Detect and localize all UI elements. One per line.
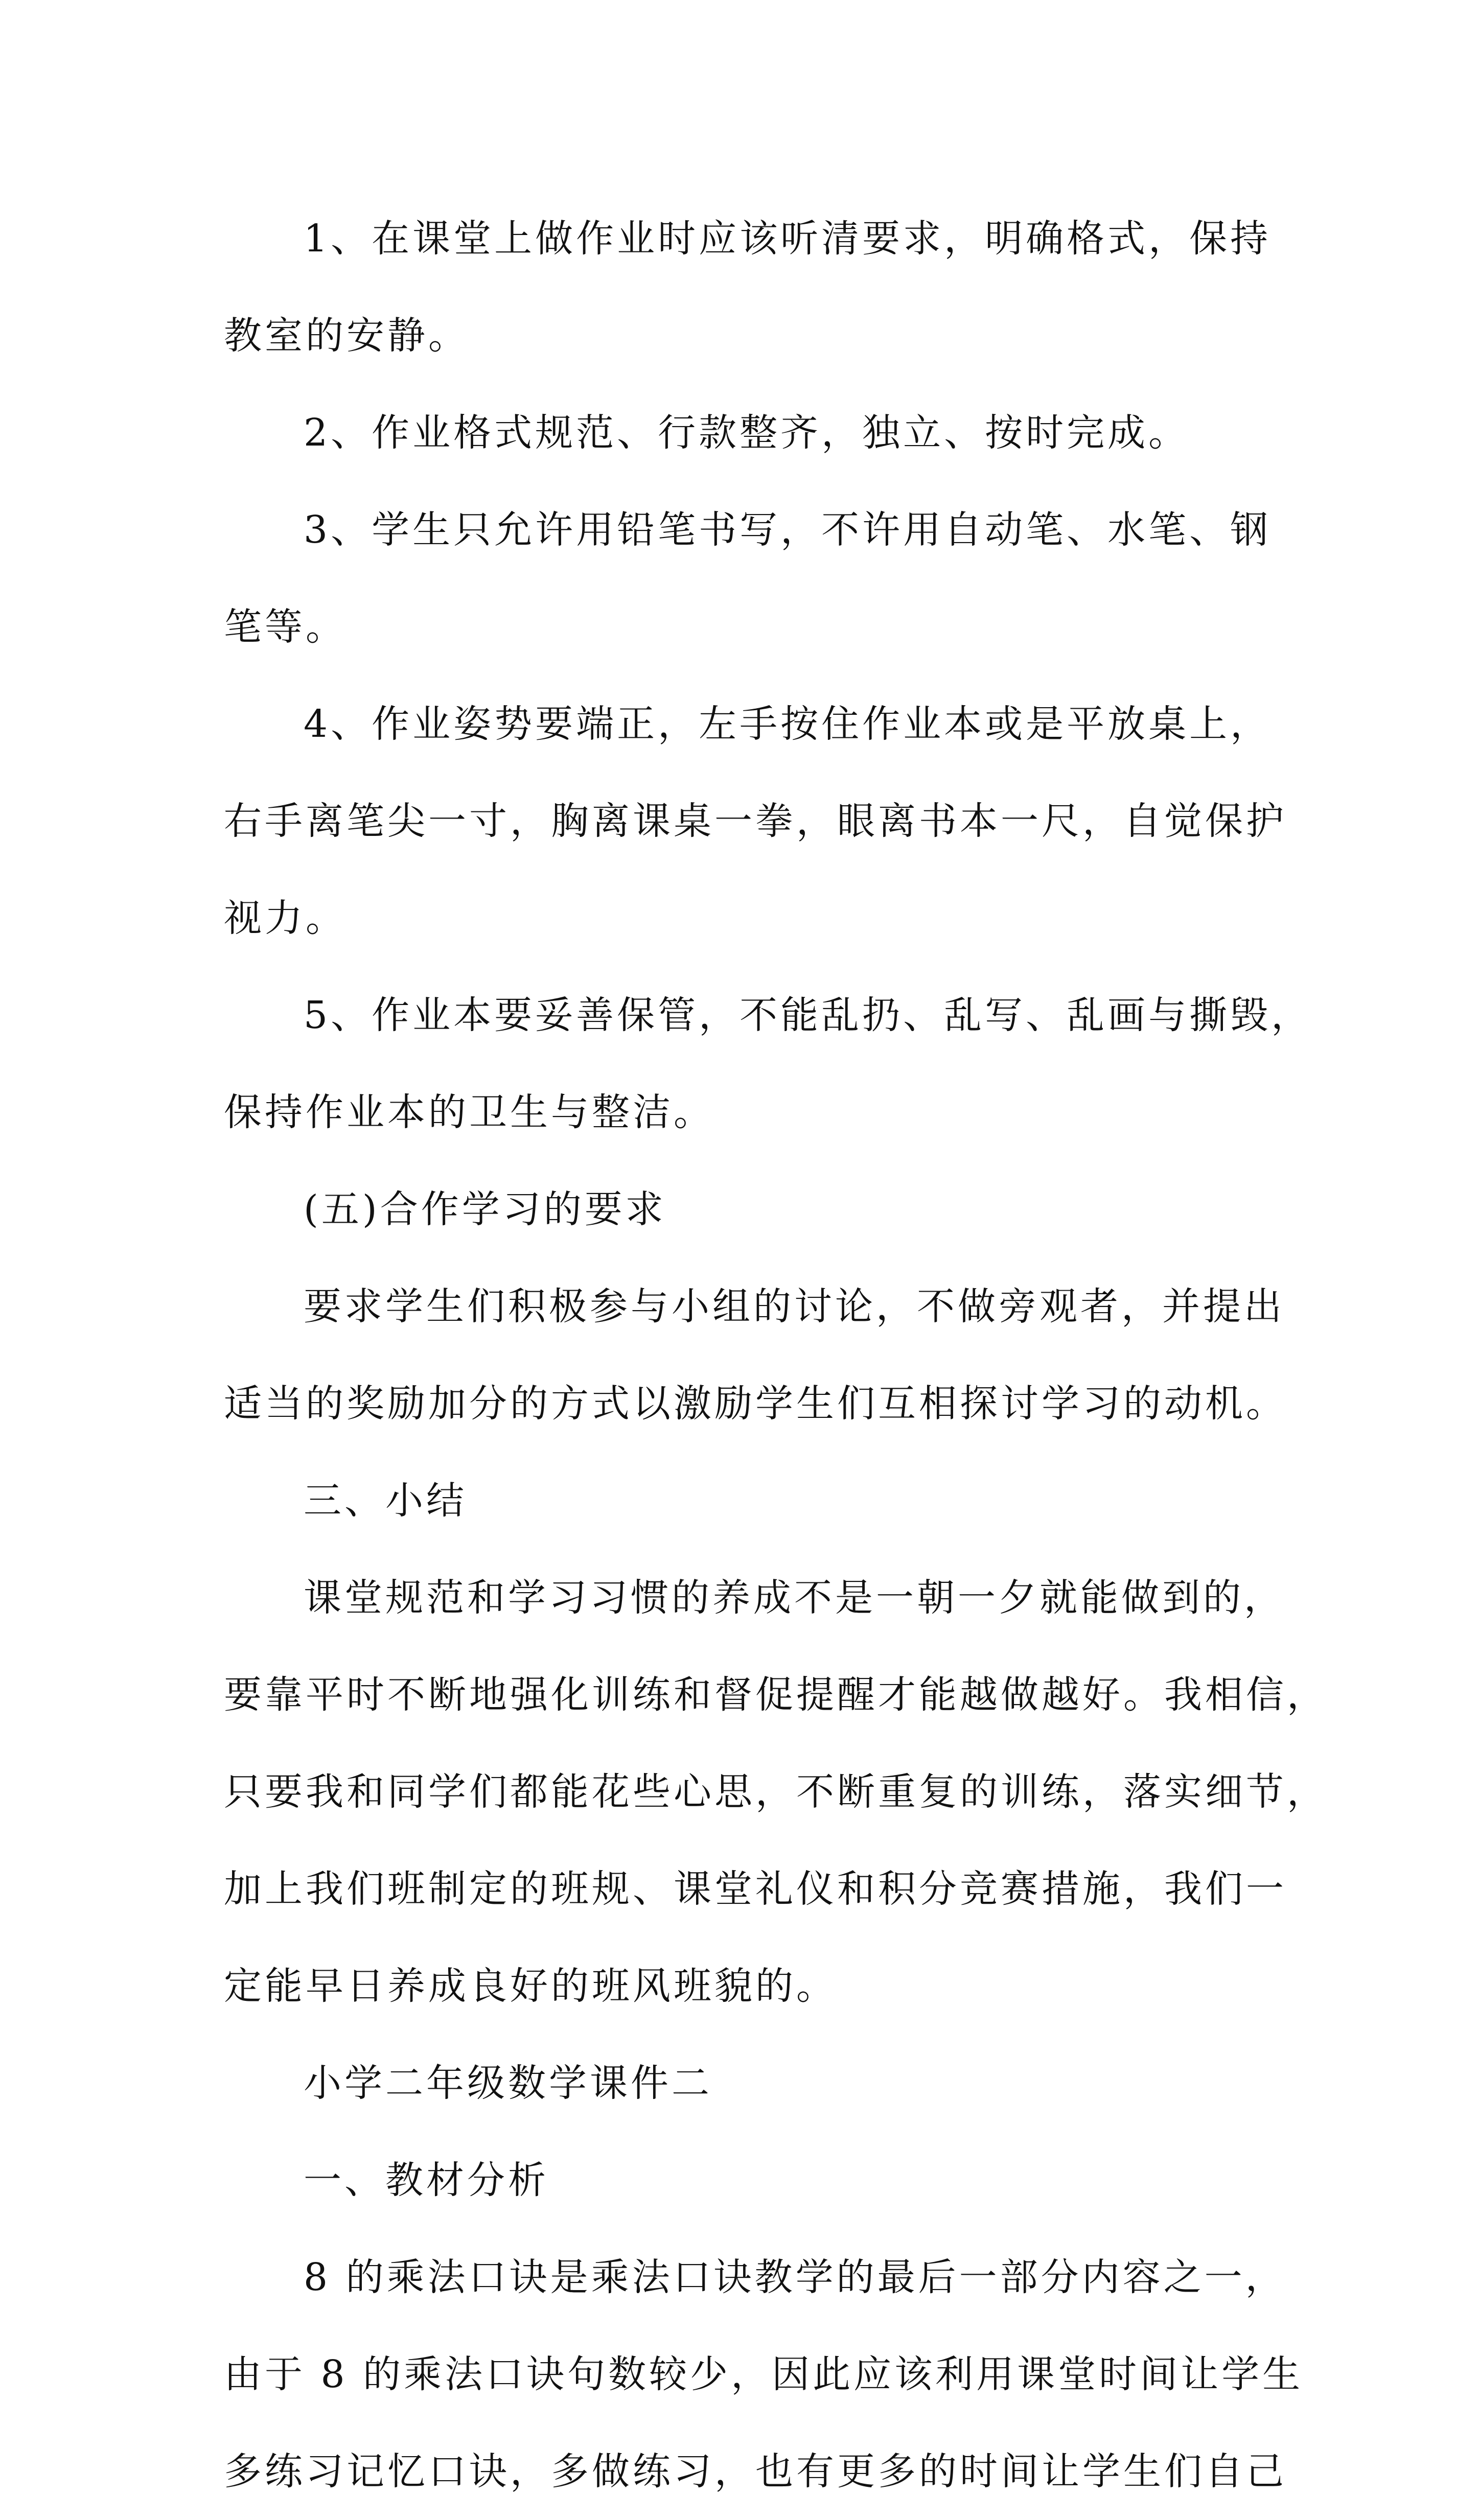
text-line: 定能早日养成良好的班风班貌的。: [224, 1964, 837, 2008]
text-line: 加上我们班制定的班规、课堂礼仪和积分竞赛措施，我们一: [224, 1867, 1287, 1911]
text-line: 笔等。: [224, 605, 346, 649]
text-line: 由于 8 的乘法口诀句数较少，因此应该利用课堂时间让学生: [224, 2352, 1304, 2396]
text-line: 4、作业姿势要端正，左手按住作业本或是平放桌上，: [304, 702, 1272, 746]
text-line: 右手离笔尖一寸，胸离课桌一拳，眼离书本一尺，自觉保护: [224, 799, 1287, 843]
text-line: 只要我和同学们都能花些心思，不断重复的训练，落实细节，: [224, 1770, 1328, 1814]
document-subtitle: 小学二年级数学课件二: [304, 2061, 712, 2105]
text-line: 多练习记忆口诀，多做练习，也有更多的时间让学生们自己: [224, 2449, 1287, 2493]
text-line: 2、作业格式规范、行款整齐，独立、按时完成。: [304, 411, 1190, 455]
text-line: 要求学生们积极参与小组的讨论，不做旁观者，并提出: [304, 1285, 1285, 1328]
text-line: 适当的奖励加分的方式以激励学生们互相探讨学习的动机。: [224, 1382, 1287, 1426]
text-line: 8 的乘法口诀是乘法口诀教学的最后一部分内容之一，: [304, 2255, 1286, 2299]
text-line: 3、学生只允许用铅笔书写，不许用自动笔、水笔、钢: [304, 508, 1272, 552]
text-line: 1、在课堂上做作业时应该听清要求，明确格式，保持: [304, 217, 1272, 261]
text-line: 保持作业本的卫生与整洁。: [224, 1090, 714, 1134]
document-body: [224, 190, 1328, 2520]
section-heading: (五)合作学习的要求: [304, 1187, 666, 1231]
section-heading: 三、小结: [304, 1479, 467, 1523]
text-line: 5、作业本要妥善保管，不能乱扔、乱写、乱画与撕毁，: [304, 993, 1312, 1037]
section-heading: 一、教材分析: [304, 2158, 549, 2202]
text-line: 视力。: [224, 896, 346, 940]
text-line: 要靠平时不断地强化训练和督促提醒才能越做越好。我相信，: [224, 1673, 1328, 1717]
text-line: 教室的安静。: [224, 314, 469, 358]
text-line: 课堂规范和学习习惯的养成不是一朝一夕就能做到的，: [304, 1576, 1285, 1620]
